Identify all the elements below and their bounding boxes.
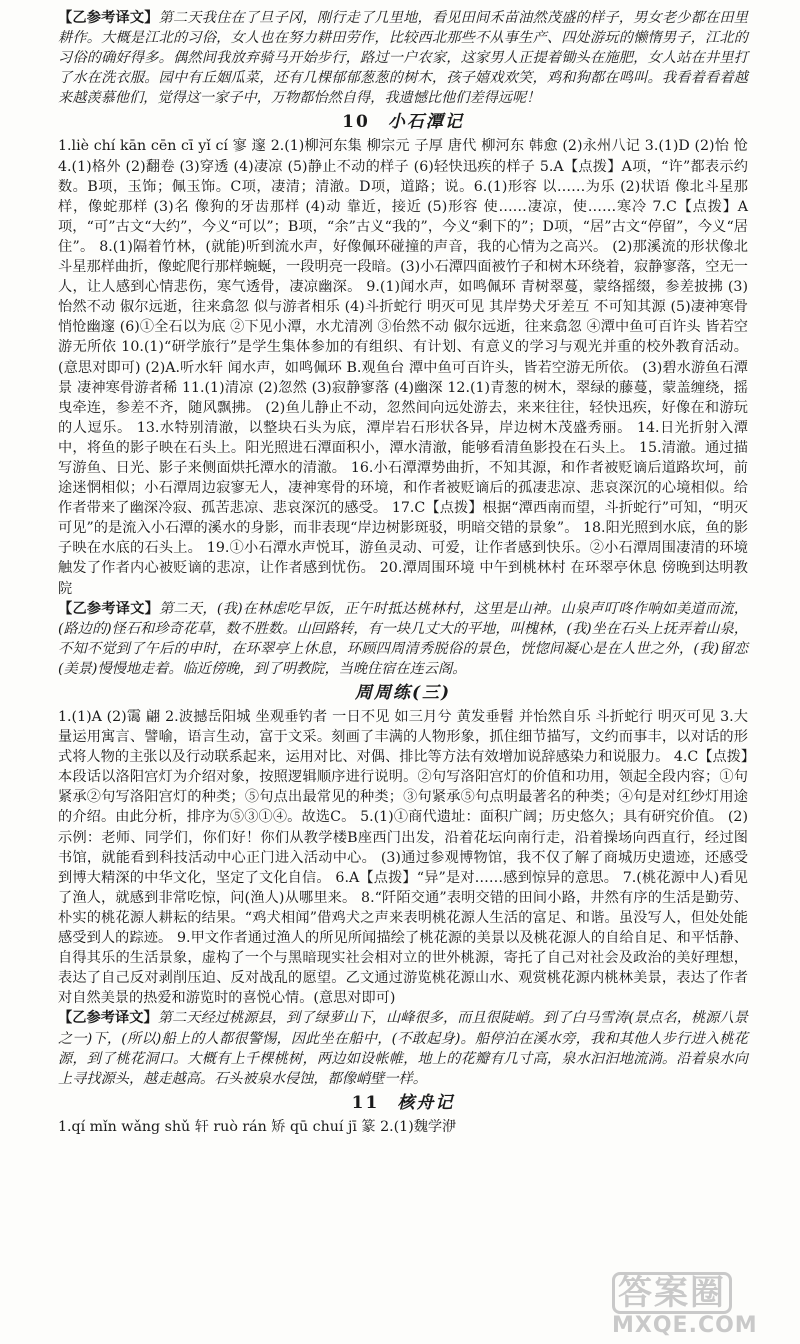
translation-text: 第二天我住在了旦子冈，刚行走了几里地，看见田间禾苗油然茂盛的样子，男女老少都在田里耕作。大概是江北的习俗，女人也在努力耕田劳作，比较西北那些不从事生产、四处游玩的懒惰男子，江北的习俗的确好得多。偶然间我放弃骑马开始步行，路过一户农家，这家男人正提着锄头在施肥，女人站在井里打了水在洗衣服。园中有丘姻瓜菜，还有几棵郁郁葱葱的树木，孩子嬉戏欢笑，鸡和狗都在鸣叫。我看着看着越来越羡慕他们，觉得这一家子中，万物都怡然自得，我遗憾比他们差得远呢！: [58, 10, 748, 107]
section-number: 11: [351, 1092, 380, 1113]
section-title: 小石潭记: [387, 112, 464, 133]
section-heading-11: [58, 1092, 748, 1114]
section-title: 周周练(三): [354, 683, 452, 703]
watermark-url: MXQE.COM: [612, 1313, 758, 1338]
translation-label: 【乙参考译文】: [58, 10, 159, 26]
translation-paragraph: [58, 599, 748, 679]
watermark-logo-text: 答案圈: [612, 1272, 732, 1314]
section-heading-10: [58, 111, 748, 133]
answer-page: [58, 8, 748, 1137]
translation-text: 第二天经过桃源县，到了绿萝山下，山峰很多，而且很陡峭。到了白马雪涛(景点名，桃源八景之一)下，(所以)船上的人都很警惕，因此坐在船中，(不敢起身)。船停泊在溪水旁，我和其他人步行进入桃花源，到了桃花洞口。大概有上千棵桃树，两边如设帐帷，地上的花瓣有几寸高，泉水汩汩地流淌。沿着泉水向上寻找源头，越走越高。石头被泉水侵蚀，都像峭壁一样。: [58, 1010, 748, 1087]
translation-paragraph: [58, 8, 748, 108]
section-number: 10: [342, 112, 370, 133]
section-heading-weekly: [58, 682, 748, 704]
site-watermark: [612, 1272, 792, 1338]
translation-paragraph: [58, 1008, 748, 1088]
answers-block-11: 1.qí mǐn wǎng shǔ 轩 ruò rán 矫 qū chuí jī 篆 2.(1)魏学洢: [58, 1118, 457, 1135]
answers-block-10: 1.liè chí kān cēn cī yǐ cí 寥 邃 2.(1)柳河东集 柳宗元 子厚 唐代 柳河东 韩愈 (2)永州八记 3.(1)D (2)怡 怆 4.(1)格外 (2)翻卷 (3)穿透 (4)凄凉 (5)静止不动的样子 (6)轻快迅疾的样子 5.A【点拨】A项，“许”都表示约数。B项，玉饰；佩玉饰。C项，凄清；清澈。D项，道路；说。6.(1)形容 以……为乐 (2)状语 像北斗星那样，像蛇那样 (3)名 像狗的牙齿那样 (4)动 靠近，接近 (5)形容 使……凄凉，使……寒冷 7.C【点拨】A项，“可”古文“大约”，今义“可以”；B项，“余”古义“我的”，今义“剩下的”；D项，“居”古文“停留”，今义“居住”。 8.(1)隔着竹林，(就能)听到流水声，好像佩环碰撞的声音，我的心情为之高兴。 (2)那溪流的形状像北斗星那样曲折，像蛇爬行那样蜿蜒，一段明亮一段暗。(3)小石潭四面被竹子和树木环绕着，寂静寥落，空无一人，让人感到心情悲伤，寒气透骨，凄凉幽深。 9.(1)闻水声，如鸣佩环 青树翠蔓，蒙络摇缀，参差披拂 (3)怡然不动 俶尔远逝，往来翕忽 似与游者相乐 (4)斗折蛇行 明灭可见 其岸势犬牙差互 不可知其源 (5)凄神寒骨 悄怆幽邃 (6)①全石以为底 ②下见小潭，水尤清冽 ③佁然不动 俶尔远逝，往来翕忽 ④潭中鱼可百许头 皆若空游无所依 10.(1)“研学旅行”是学生集体参加的有组织、有计划、有意义的学习与观光并重的校外教育活动。(意思对即可) (2)A.听水轩 闻水声，如鸣佩环 B.观鱼台 潭中鱼可百许头，皆若空游无所依。 (3)碧水游鱼石潭景 凄神寒骨游者稀 11.(1)清凉 (2)忽然 (3)寂静寥落 (4)幽深 12.(1)青葱的树木，翠绿的藤蔓，蒙盖缠绕，摇曳牵连，参差不齐，随风飘拂。 (2)鱼儿静止不动，忽然间向远处游去，来来往往，轻快迅疾，好像在和游玩的人逗乐。 13.水特别清澈，以整块石头为底，潭岸岩石形状各异，岸边树木茂盛秀丽。 14.日光折射入潭中，将鱼的影子映在石头上。阳光照进石潭面积小，潭水清澈，能够看清鱼影投在石头上。 15.清澈。通过描写游鱼、日光、影子来侧面烘托潭水的清澈。 16.小石潭潭势曲折，不知其源，和作者被贬谪后道路坎坷，前途迷惘相似；小石潭周边寂寥无人，凄神寒骨的环境，和作者被贬谪后的孤凄悲凉、悲哀深沉的心境相似。给作者带来了幽深冷寂、孤苦悲凉、悲哀深沉的感受。 17.C【点拨】根据“潭西南而望，斗折蛇行”可知，“明灭可见”的是流入小石潭的溪水的身影，而非表现“岸边树影斑驳，明暗交错的景象”。 18.阳光照到水底，鱼的影子映在水底的石头上。 19.①小石潭水声悦耳，游鱼灵动、可爱，让作者感到快乐。②小石潭周围凄清的环境触发了作者内心被贬谪的悲凉，让作者感到忧伤。 20.潭周围环境 中午到桃林村 在环翠亭休息 傍晚到达明教院: [58, 138, 748, 597]
translation-label: 【乙参考译文】: [58, 1010, 158, 1027]
section-title: 核舟记: [397, 1092, 455, 1113]
translation-text: 第二天，(我)在林虑吃早饭，正午时抵达桃林村，这里是山神。山泉声叮咚作响如美道而流，(路边的)怪石和珍奇花草，数不胜数。山回路转，有一块几丈大的平地，叫槐林，(我)坐在石头上抚弄着山泉，不知不觉到了午后的申时，在环翠亭上休息，环顾四周清秀脱俗的景色，恍惚间凝心是在人世之外，(我)留恋(美景)慢慢地走着。临近傍晚，到了明教院，当晚住宿在连云阁。: [58, 600, 748, 677]
answers-block-weekly: 1.(1)A (2)霭 翩 2.波撼岳阳城 坐观垂钓者 一日不见 如三月兮 黄发垂髫 并怡然自乐 斗折蛇行 明灭可见 3.大量运用寓言、譬喻，语言生动，富于文采。刻画了丰满的人物形象，抓住细节描写，文约而事丰，以对话的形式将人物的主张以及行动联系起来，运用对比、对偶、排比等方法有效增加说辞感染力和说服力。 4.C【点拨】本段话以洛阳宫灯为介绍对象，按照逻辑顺序进行说明。②句写洛阳宫灯的价值和功用，领起全段内容；①句紧承②句写洛阳宫灯的种类；⑤句点出最常见的种类；③句紧承⑤句点明最著名的种类；④句是对红纱灯用途的介绍。由此分析，排序为⑤③①④。故选C。 5.(1)①商代遗址：面积广阔；历史悠久；具有研究价值。 (2)示例：老师、同学们，你们好！你们从教学楼B座西门出发，沿着花坛向南行走，沿着操场向西直行，经过图书馆，就能看到科技活动中心正门进入活动中心。 (3)通过参观博物馆，我不仅了解了商城历史遗迹，还感受到博大精深的中华文化，坚定了文化自信。 6.A【点拨】“异”是对……感到惊异的意思。 7.(桃花源中人)看见了渔人，就感到非常吃惊，问(渔人)从哪里来。 8.“阡陌交通”表明交错的田间小路，井然有序的生活是勤劳、朴实的桃花源人耕耘的结果。“鸡犬相闻”借鸡犬之声来表明桃花源人生活的富足、和谐。虽没写人，但处处能感受到人的踪迹。 9.甲文作者通过渔人的所见所闻描绘了桃花源的美景以及桃花源人的自给自足、和平恬静、自得其乐的生活景象，虚构了一个与黑暗现实社会相对立的世外桃源，寄托了自己对社会及政治的美好理想，表达了自己反对剥削压迫、反对战乱的愿望。乙文通过游览桃花源山水、观赏桃花源内桃林美景，表达了作者对自然美景的热爱和游览时的喜悦心情。(意思对即可): [58, 709, 748, 1007]
translation-label: 【乙参考译文】: [58, 600, 160, 617]
